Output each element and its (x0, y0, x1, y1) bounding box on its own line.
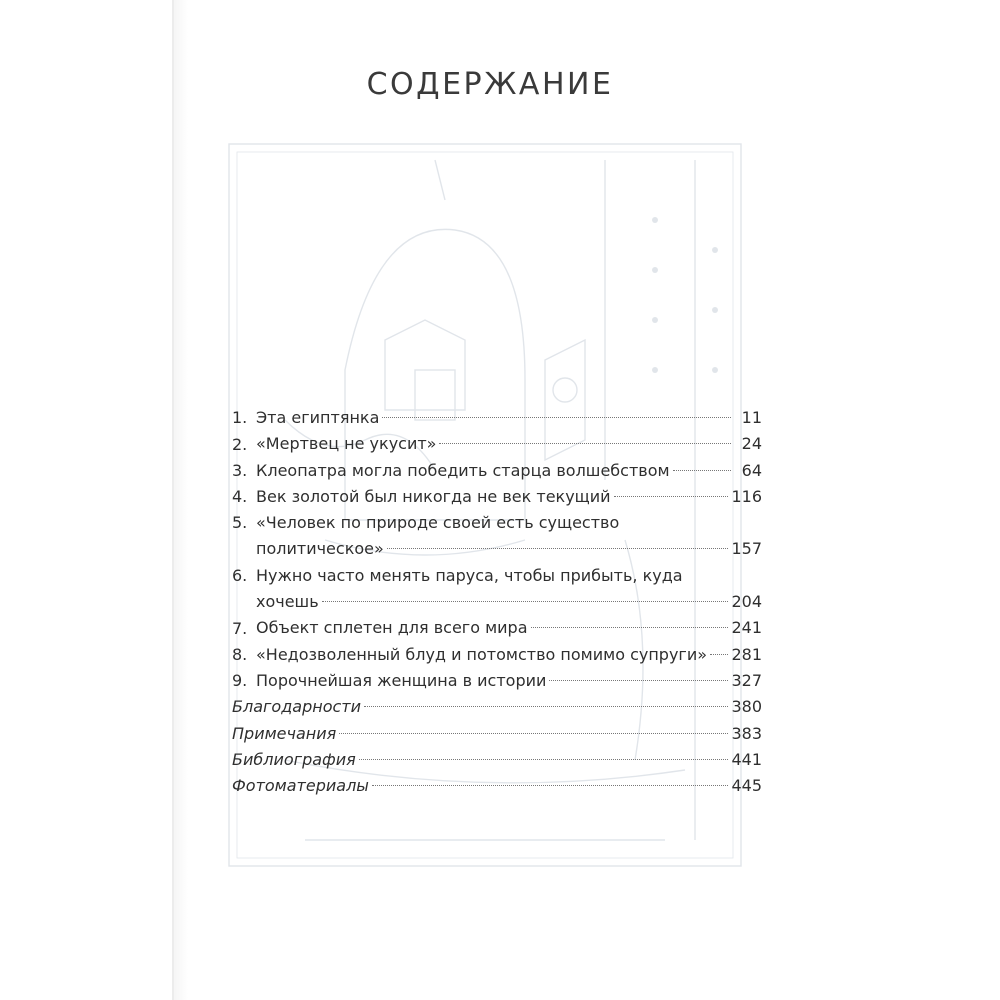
toc-line (232, 721, 762, 747)
table-of-contents (232, 405, 762, 799)
toc-entry-title: «Мертвец не укусит» (256, 434, 437, 454)
toc-page-number: 380 (731, 697, 762, 717)
chapter-number: 3. (232, 460, 248, 480)
toc-page-number: 241 (731, 618, 762, 638)
toc-line (256, 484, 762, 510)
toc-line (256, 563, 762, 589)
toc-page-number: 383 (731, 723, 762, 743)
chapter-number: 8. (232, 644, 248, 664)
toc-entry-title: Клеопатра могла победить старца волшебством (256, 460, 670, 480)
toc-line (232, 694, 762, 720)
toc-page-number: 204 (731, 592, 762, 612)
toc-entry-title: Эта египтянка (256, 408, 380, 427)
toc-chapter-entry[interactable] (232, 405, 762, 431)
toc-entry-title: политическое» (256, 539, 384, 559)
toc-entry-body (256, 458, 762, 484)
toc-entry-title: хочешь (256, 592, 319, 612)
page-title: СОДЕРЖАНИЕ (366, 67, 614, 102)
toc-entry-body (232, 747, 762, 773)
back-matter-list (232, 694, 762, 799)
chapter-number: 5. (232, 513, 248, 533)
dot-leader (673, 470, 731, 471)
toc-chapter-entry[interactable] (232, 510, 762, 563)
toc-line (256, 668, 762, 694)
toc-entry-title: Благодарности (232, 697, 361, 717)
dot-leader (372, 785, 729, 786)
toc-line (256, 405, 762, 431)
toc-chapter-entry[interactable] (232, 642, 762, 668)
toc-entry-title: Век золотой был никогда не век текущий (256, 486, 611, 506)
toc-entry-title: Нужно часто менять паруса, чтобы прибыть, куда (256, 565, 683, 585)
dot-leader (322, 601, 729, 602)
toc-entry-body (256, 510, 762, 563)
chapter-number: 6. (232, 565, 248, 585)
chapter-number: 4. (232, 487, 248, 507)
toc-line (256, 431, 762, 457)
toc-entry-body (256, 431, 762, 457)
toc-entry-title: Порочнейшая женщина в истории (256, 670, 547, 690)
toc-entry-body (232, 721, 762, 747)
toc-entry-body (256, 642, 762, 668)
toc-entry-body (232, 773, 762, 799)
toc-entry-body (256, 484, 762, 510)
toc-line (256, 536, 762, 562)
toc-back-matter-entry[interactable] (232, 721, 762, 747)
toc-chapter-entry[interactable] (232, 668, 762, 694)
toc-line (256, 458, 762, 484)
dot-leader (387, 548, 729, 549)
toc-back-matter-entry[interactable] (232, 747, 762, 773)
chapter-number: 1. (232, 408, 248, 428)
toc-line (232, 747, 762, 773)
toc-page-number: 64 (741, 460, 762, 480)
toc-chapter-entry[interactable] (232, 458, 762, 484)
toc-chapter-entry[interactable] (232, 431, 762, 457)
toc-chapter-entry[interactable] (232, 615, 762, 641)
toc-entry-title: «Человек по природе своей есть существо (256, 513, 620, 533)
dot-leader (364, 706, 728, 707)
chapter-number: 2. (232, 434, 248, 454)
toc-line (256, 642, 762, 668)
dot-leader (531, 627, 729, 628)
toc-entry-title: Объект сплетен для всего мира (256, 618, 528, 638)
toc-entry-body (256, 405, 762, 431)
toc-entry-body (256, 615, 762, 641)
toc-chapter-entry[interactable] (232, 484, 762, 510)
dot-leader (710, 654, 728, 655)
toc-entry-body (256, 668, 762, 694)
toc-line (256, 589, 762, 615)
toc-entry-title: Фотоматериалы (232, 776, 369, 796)
toc-line (232, 773, 762, 799)
toc-entry-body (232, 694, 762, 720)
toc-back-matter-entry[interactable] (232, 773, 762, 799)
toc-back-matter-entry[interactable] (232, 694, 762, 720)
toc-page-number: 157 (731, 539, 762, 559)
dot-leader (339, 733, 728, 734)
toc-page-number: 441 (731, 749, 762, 769)
toc-page-number: 445 (731, 776, 762, 796)
toc-entry-body (256, 563, 762, 616)
toc-page-number: 116 (731, 486, 762, 506)
toc-entry-title: Библиография (232, 749, 356, 769)
toc-chapter-entry[interactable] (232, 563, 762, 616)
toc-line (256, 615, 762, 641)
toc-entry-title: Примечания (232, 723, 337, 743)
dot-leader (439, 443, 731, 444)
toc-page-number: 24 (741, 434, 762, 454)
dot-leader (359, 759, 729, 760)
toc-page-number: 281 (731, 644, 762, 664)
dot-leader (549, 680, 728, 681)
toc-page-number: 11 (741, 408, 762, 427)
toc-page-number: 327 (731, 670, 762, 690)
chapter-number: 7. (232, 618, 248, 638)
chapter-list (232, 405, 762, 694)
page-gutter-shadow (174, 0, 188, 1000)
toc-entry-title: «Недозволенный блуд и потомство помимо супруги» (256, 644, 708, 664)
dot-leader (614, 496, 729, 497)
dot-leader (382, 417, 731, 418)
toc-line (256, 510, 762, 536)
chapter-number: 9. (232, 671, 248, 691)
